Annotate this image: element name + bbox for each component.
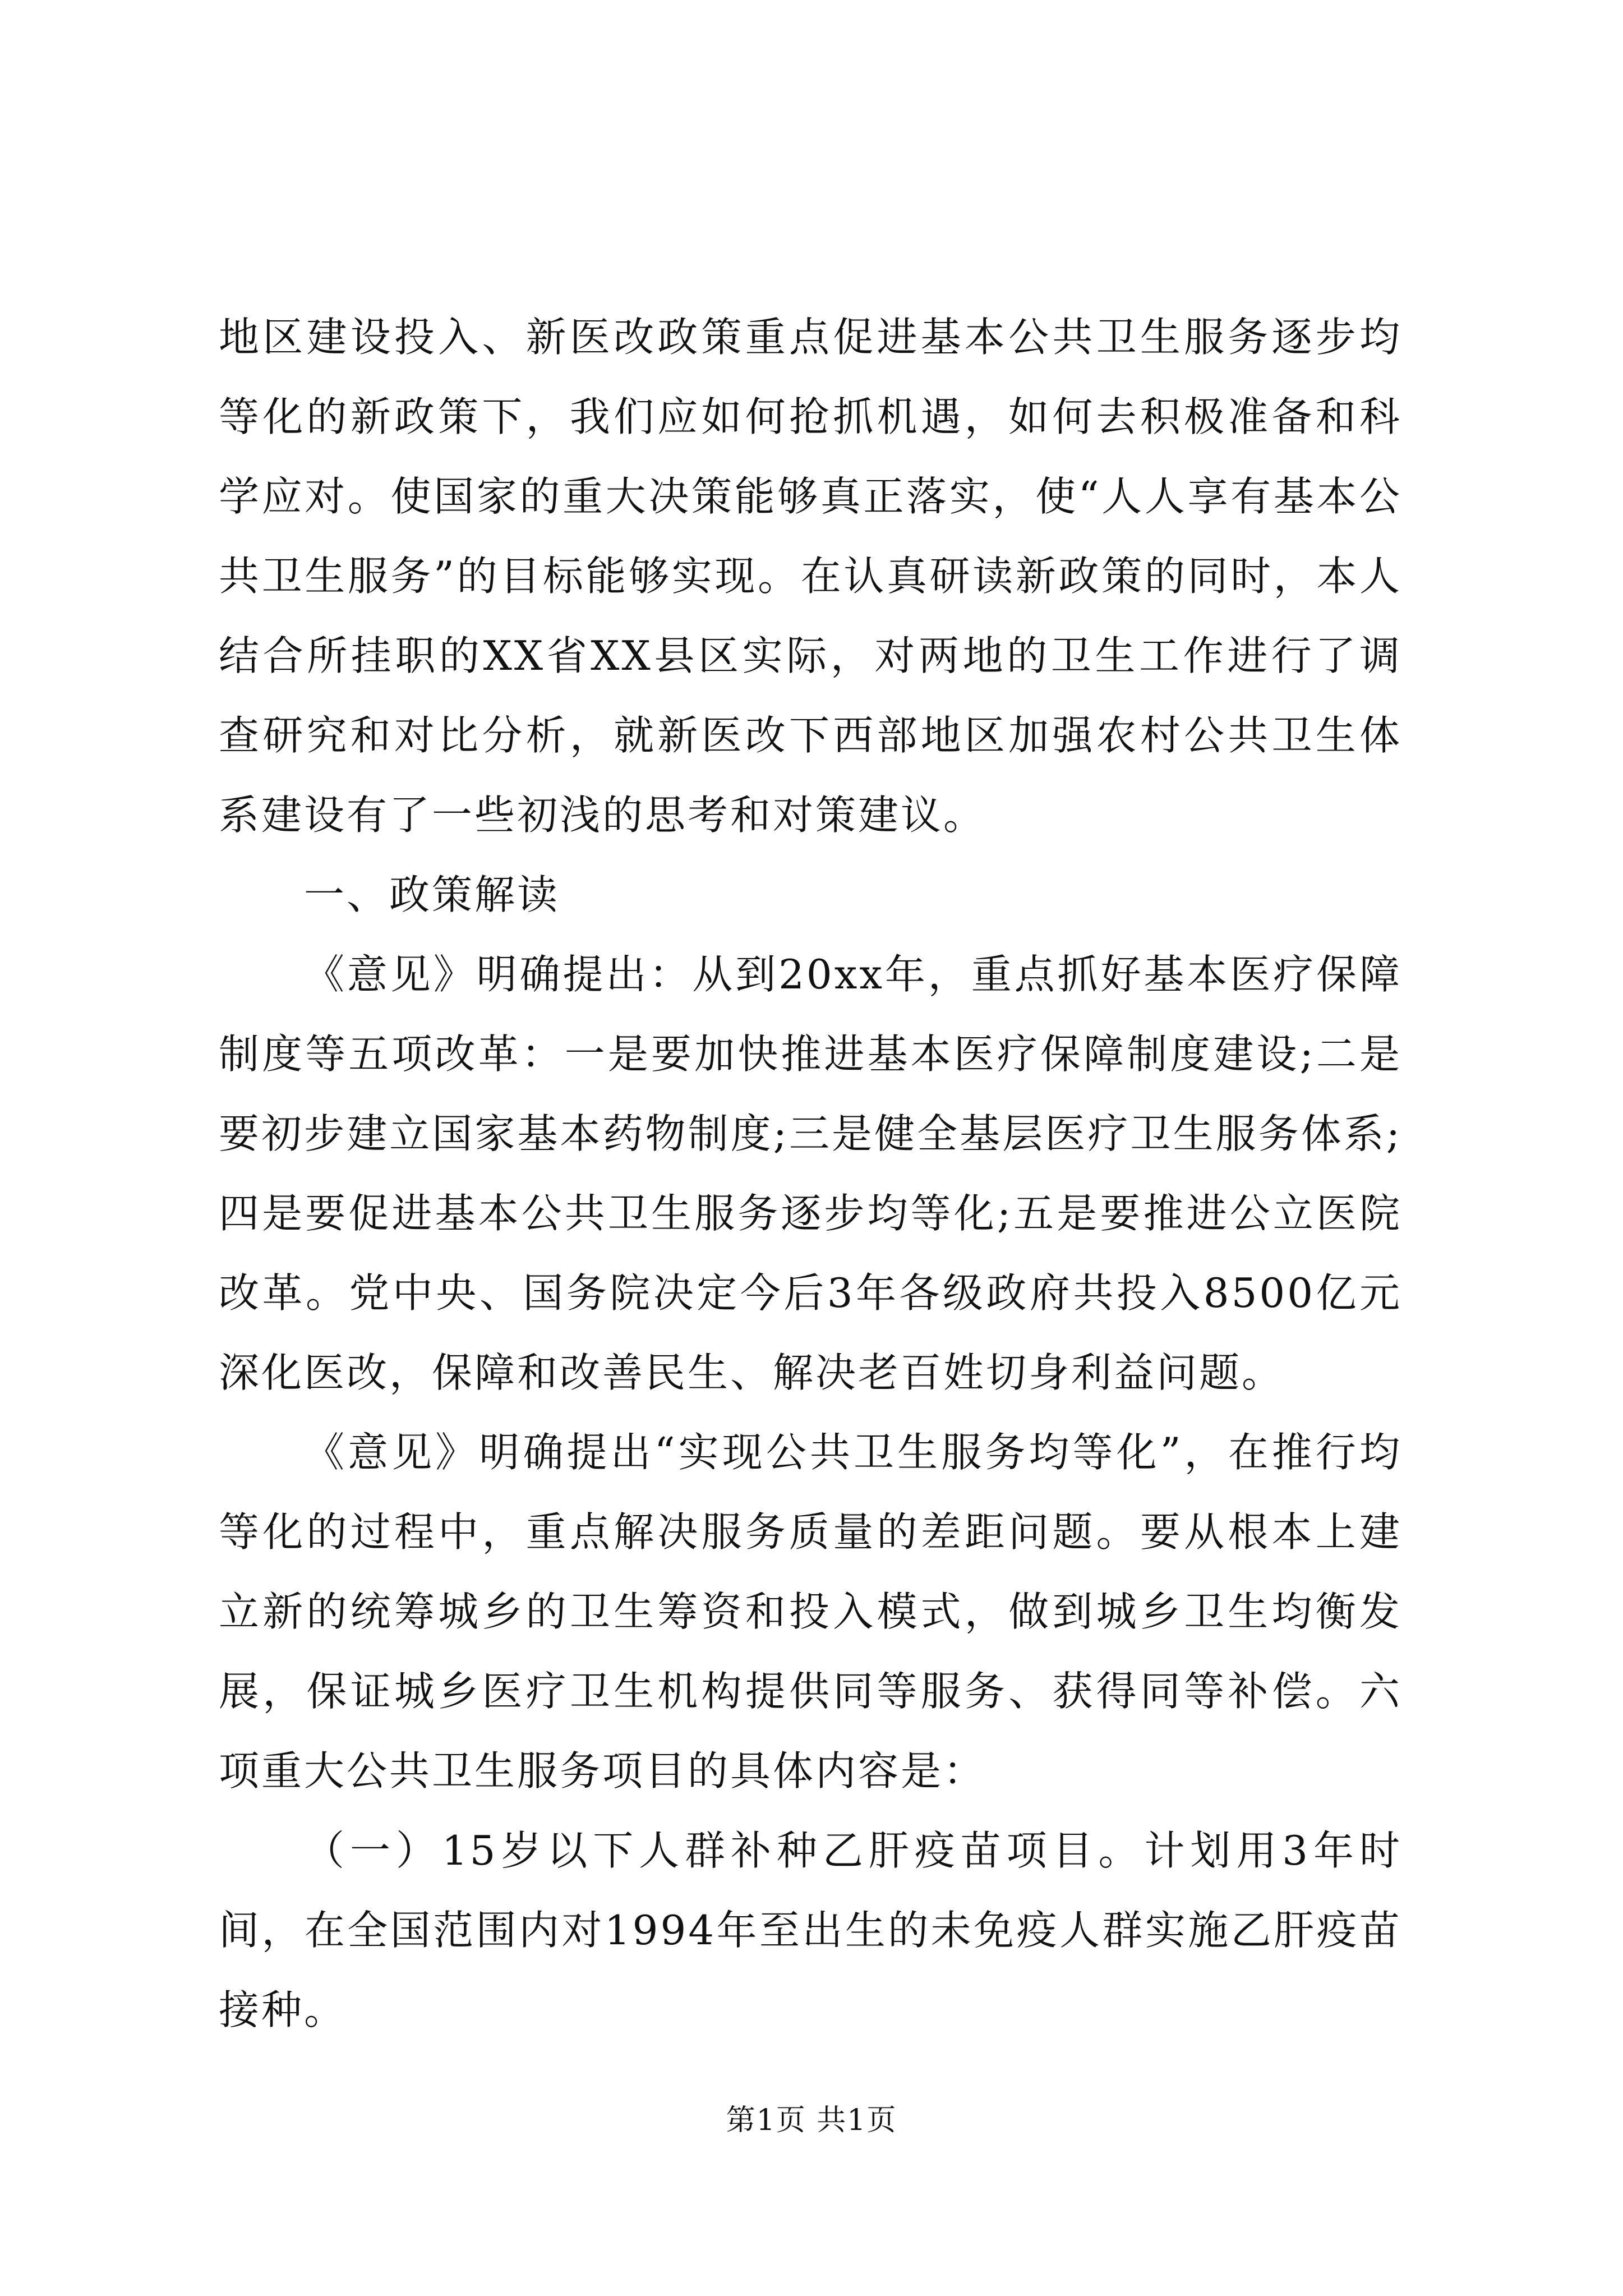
paragraph-five-reforms: 《意见》明确提出：从到20xx年，重点抓好基本医疗保障制度等五项改革：一是要加快推进基本医疗保障制度建设;二是要初步建立国家基本药物制度;三是健全基层医疗卫生服务体系;四是要促进基本公共卫生服务逐步均等化;五是要推进公立医院改革。党中央、国务院决定今后3年各级政府共投入8500亿元深化医改，保障和改善民生、解决老百姓切身利益问题。 <box>219 951 1402 1396</box>
page-footer: 第1页 共1页 <box>726 2104 897 2137</box>
document-body <box>219 297 1402 2050</box>
paragraph-hepatitis-b-project: （一）15岁以下人群补种乙肝疫苗项目。计划用3年时间，在全国范围内对1994年至出生的未免疫人群实施乙肝疫苗接种。 <box>219 1827 1402 2033</box>
paragraph-context: 地区建设投入、新医改政策重点促进基本公共卫生服务逐步均等化的新政策下，我们应如何抢抓机遇，如何去积极准备和科学应对。使国家的重大决策能够真正落实，使“人人享有基本公共卫生服务”的目标能够实现。在认真研读新政策的同时，本人结合所挂职的XX省XX县区实际，对两地的卫生工作进行了调查研究和对比分析，就新医改下西部地区加强农村公共卫生体系建设有了一些初浅的思考和对策建议。 <box>219 314 1402 839</box>
paragraph-equalization: 《意见》明确提出“实现公共卫生服务均等化”，在推行均等化的过程中，重点解决服务质量的差距问题。要从根本上建立新的统筹城乡的卫生筹资和投入模式，做到城乡卫生均衡发展，保证城乡医疗卫生机构提供同等服务、获得同等补偿。六项重大公共卫生服务项目的具体内容是： <box>219 1429 1402 1795</box>
section-heading-policy-interpretation: 一、政策解读 <box>304 871 560 918</box>
